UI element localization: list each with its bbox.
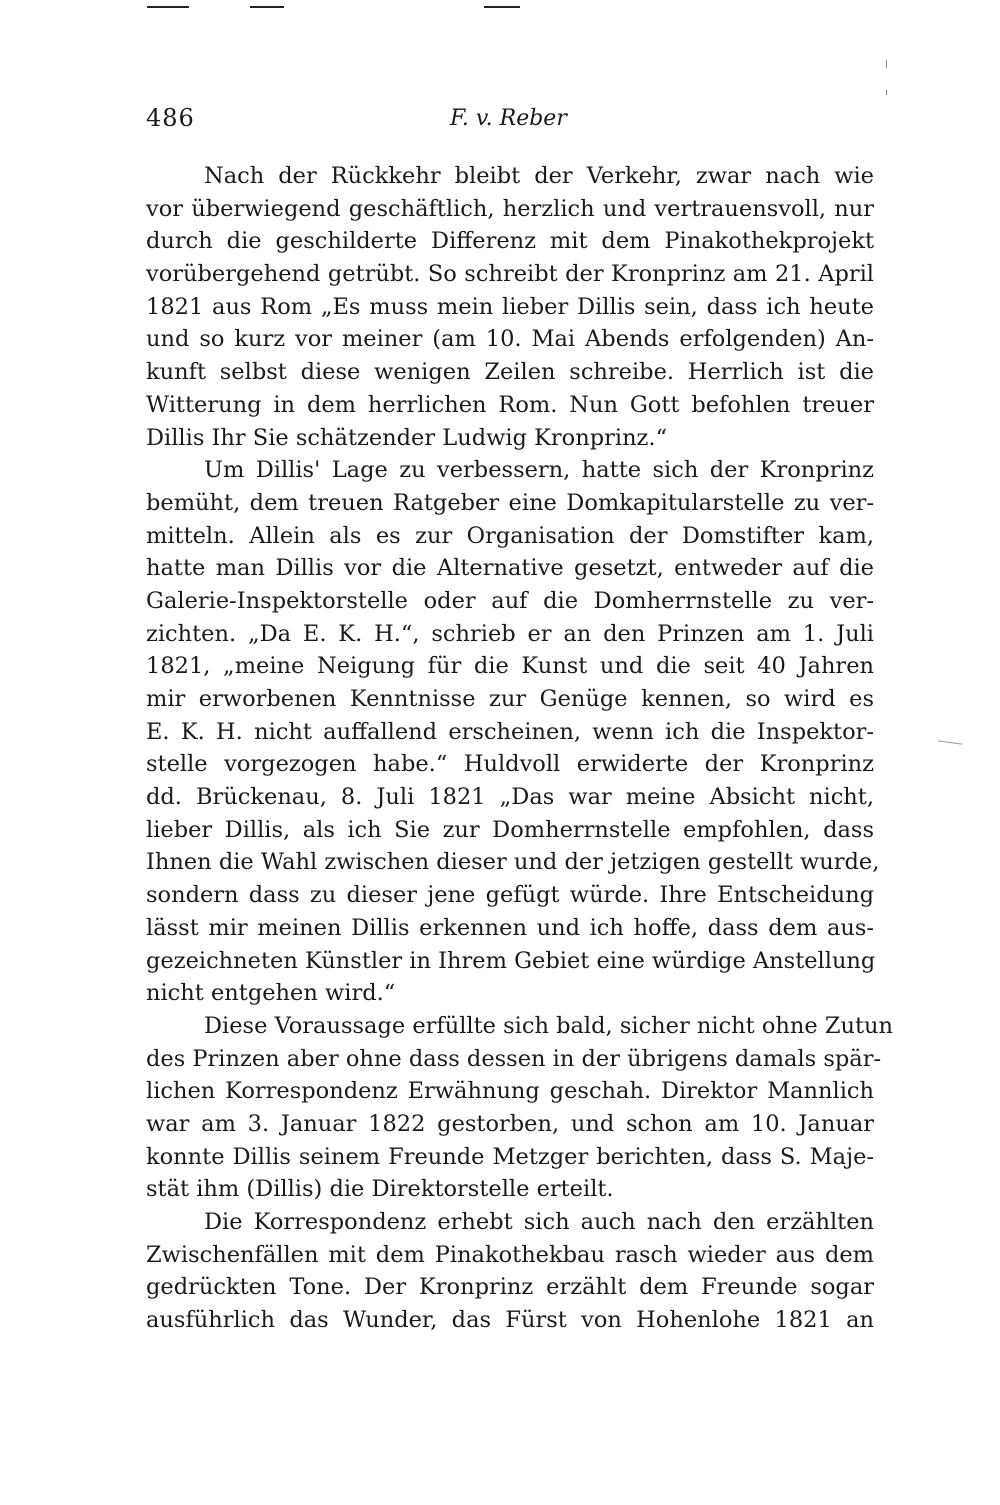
- text-line: kunft selbst diese wenigen Zeilen schreibe. Herrlich ist die: [146, 359, 874, 386]
- text-line: zichten. „Da E. K. H.“, schrieb er an den Prinzen am 1. Juli: [146, 620, 874, 647]
- text-line: gezeichneten Künstler in Ihrem Gebiet eine würdige Anstellung: [146, 947, 876, 974]
- text-line: vorübergehend getrübt. So schreibt der Kronprinz am 21. April: [146, 261, 874, 288]
- paragraph: [146, 454, 880, 1010]
- body-text: [146, 160, 894, 1337]
- text-line: bemüht, dem treuen Ratgeber eine Domkapitularstelle zu ver-: [146, 489, 874, 516]
- page-header: [146, 104, 886, 138]
- running-head: F. v. Reber: [450, 106, 567, 131]
- text-line: stät ihm (Dillis) die Direktorstelle erteilt.: [146, 1176, 614, 1203]
- text-line: vor überwiegend geschäftlich, herzlich und vertrauensvoll, nur: [146, 195, 874, 222]
- top-rule-left: [147, 6, 189, 8]
- text-line: Galerie-Inspektorstelle oder auf die Domherrnstelle zu ver-: [146, 587, 874, 614]
- text-line: hatte man Dillis vor die Alternative gesetzt, entweder auf die: [146, 555, 874, 582]
- text-line: mir erworbenen Kenntnisse zur Genüge kennen, so wird es: [146, 686, 874, 712]
- top-rule-right: [484, 6, 520, 8]
- margin-dash: [938, 740, 962, 744]
- text-line: Ihnen die Wahl zwischen dieser und der jetzigen gestellt wurde,: [146, 849, 880, 876]
- text-line: dd. Brückenau, 8. Juli 1821 „Das war meine Absicht nicht,: [146, 784, 874, 811]
- paragraph: [146, 160, 874, 454]
- text-line: E. K. H. nicht auffallend erscheinen, wenn ich die Inspektor-: [146, 718, 874, 745]
- text-line: war am 3. Januar 1822 gestorben, und schon am 10. Januar: [146, 1110, 874, 1137]
- margin-mark: [886, 90, 887, 95]
- margin-mark: [886, 60, 887, 68]
- text-line: und so kurz vor meiner (am 10. Mai Abends erfolgenden) An-: [146, 326, 874, 353]
- text-line: lichen Korrespondenz Erwähnung geschah. Direktor Mannlich: [146, 1078, 874, 1105]
- text-line: Die Korrespondenz erhebt sich auch nach den erzählten: [204, 1209, 874, 1235]
- top-rule-middle: [250, 6, 284, 8]
- text-line: lässt mir meinen Dillis erkennen und ich hoffe, dass dem aus-: [146, 914, 874, 941]
- text-line: Witterung in dem herrlichen Rom. Nun Gott befohlen treuer: [146, 391, 874, 418]
- text-line: Um Dillis' Lage zu verbessern, hatte sich der Kronprinz: [204, 457, 874, 484]
- text-line: des Prinzen aber ohne dass dessen in der übrigens damals spär-: [146, 1045, 882, 1072]
- text-line: stelle vorgezogen habe.“ Huldvoll erwiderte der Kronprinz: [146, 751, 874, 778]
- text-line: ausführlich das Wunder, das Fürst von Hohenlohe 1821 an: [146, 1307, 874, 1334]
- paragraph: [146, 1010, 894, 1206]
- text-line: konnte Dillis seinem Freunde Metzger berichten, dass S. Maje-: [146, 1143, 874, 1170]
- text-line: gedrückten Tone. Der Kronprinz erzählt dem Freunde sogar: [146, 1274, 874, 1301]
- text-line: 1821 aus Rom „Es muss mein lieber Dillis sein, dass ich heute: [146, 293, 874, 320]
- text-line: Dillis Ihr Sie schätzender Ludwig Kronprinz.“: [146, 424, 668, 451]
- paragraph: [146, 1206, 874, 1337]
- text-line: Diese Voraussage erfüllte sich bald, sicher nicht ohne Zutun: [204, 1012, 894, 1039]
- text-line: mitteln. Allein als es zur Organisation der Domstifter kam,: [146, 522, 874, 549]
- page-number: 486: [146, 104, 195, 132]
- text-line: nicht entgehen wird.“: [146, 980, 396, 1007]
- text-line: Zwischenfällen mit dem Pinakothekbau rasch wieder aus dem: [146, 1241, 874, 1268]
- text-line: sondern dass zu dieser jene gefügt würde. Ihre Entscheidung: [146, 882, 874, 909]
- text-line: lieber Dillis, als ich Sie zur Domherrnstelle empfohlen, dass: [146, 816, 874, 843]
- text-line: Nach der Rückkehr bleibt der Verkehr, zwar nach wie: [204, 163, 874, 189]
- text-line: 1821, „meine Neigung für die Kunst und die seit 40 Jahren: [146, 653, 874, 680]
- text-line: durch die geschilderte Differenz mit dem Pinakothekprojekt: [146, 228, 874, 255]
